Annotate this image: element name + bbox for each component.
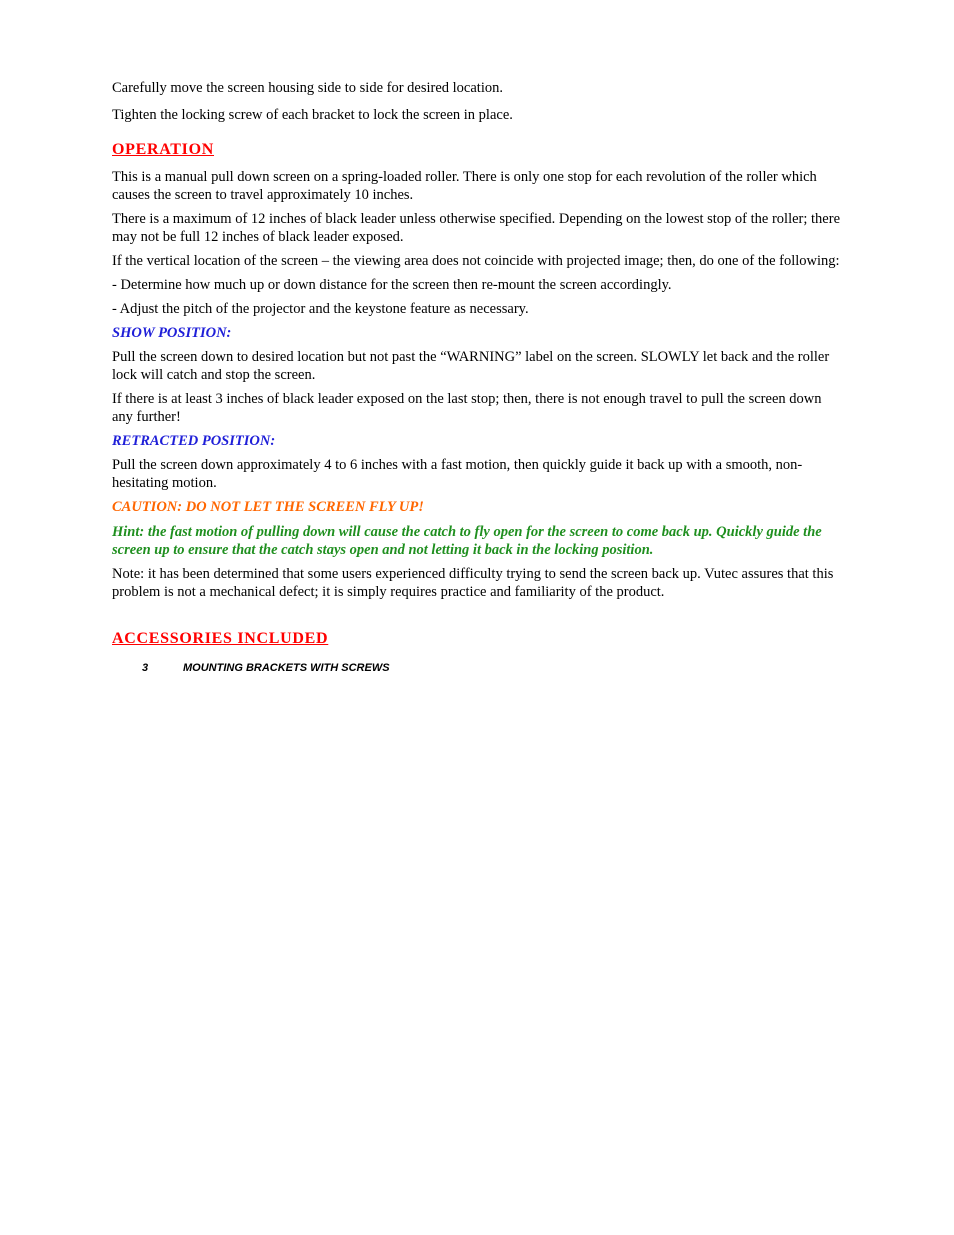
intro-paragraph-move: Carefully move the screen housing side to side for desired location. — [112, 80, 503, 96]
accessories-heading: ACCESSORIES INCLUDED — [112, 630, 329, 647]
document-page — [112, 79, 842, 675]
operation-paragraph-roller: This is a manual pull down screen on a spring-loaded roller. There is only one stop for each revolution of the roller which causes the screen to travel approximately 10 inches. — [112, 169, 817, 203]
show-position-heading: SHOW POSITION: — [112, 325, 232, 341]
caution-text: CAUTION: DO NOT LET THE SCREEN FLY UP! — [112, 499, 424, 515]
note-text: Note: it has been determined that some users experienced difficulty trying to send the screen back up. Vutec assures that this problem is not a mechanical defect; it is simply requires practice and familiarity of the product. — [112, 566, 834, 600]
accessories-list — [112, 661, 842, 675]
operation-option-remount: - Determine how much up or down distance for the screen then re-mount the screen accordingly. — [112, 277, 672, 293]
show-position-paragraph-pull: Pull the screen down to desired location but not past the “WARNING” label on the screen. SLOWLY let back and the roller lock will catch and stop the screen. — [112, 349, 830, 383]
accessory-item — [112, 661, 842, 675]
operation-heading: OPERATION — [112, 141, 215, 158]
retracted-position-heading: RETRACTED POSITION: — [112, 433, 276, 449]
accessory-name: MOUNTING BRACKETS WITH SCREWS — [183, 662, 390, 674]
retracted-position-paragraph: Pull the screen down approximately 4 to 6 inches with a fast motion, then quickly guide it back up with a smooth, non-hesitating motion. — [112, 457, 803, 491]
hint-text: Hint: the fast motion of pulling down will cause the catch to fly open for the screen to come back up. Quickly guide the screen up to ensure that the catch stays open and not letting it back in the locking position. — [112, 524, 822, 558]
operation-option-projector: - Adjust the pitch of the projector and the keystone feature as necessary. — [112, 301, 529, 317]
intro-paragraph-tighten: Tighten the locking screw of each bracket to lock the screen in place. — [112, 107, 513, 123]
operation-paragraph-leader: There is a maximum of 12 inches of black leader unless otherwise specified. Depending on the lowest stop of the roller; there may not be full 12 inches of black leader exposed. — [112, 211, 841, 245]
show-position-paragraph-leader: If there is at least 3 inches of black leader exposed on the last stop; then, there is not enough travel to pull the screen down any further! — [112, 391, 822, 425]
operation-paragraph-vertical: If the vertical location of the screen – the viewing area does not coincide with projected image; then, do one of the following: — [112, 253, 840, 269]
accessory-quantity: 3 — [142, 662, 149, 674]
